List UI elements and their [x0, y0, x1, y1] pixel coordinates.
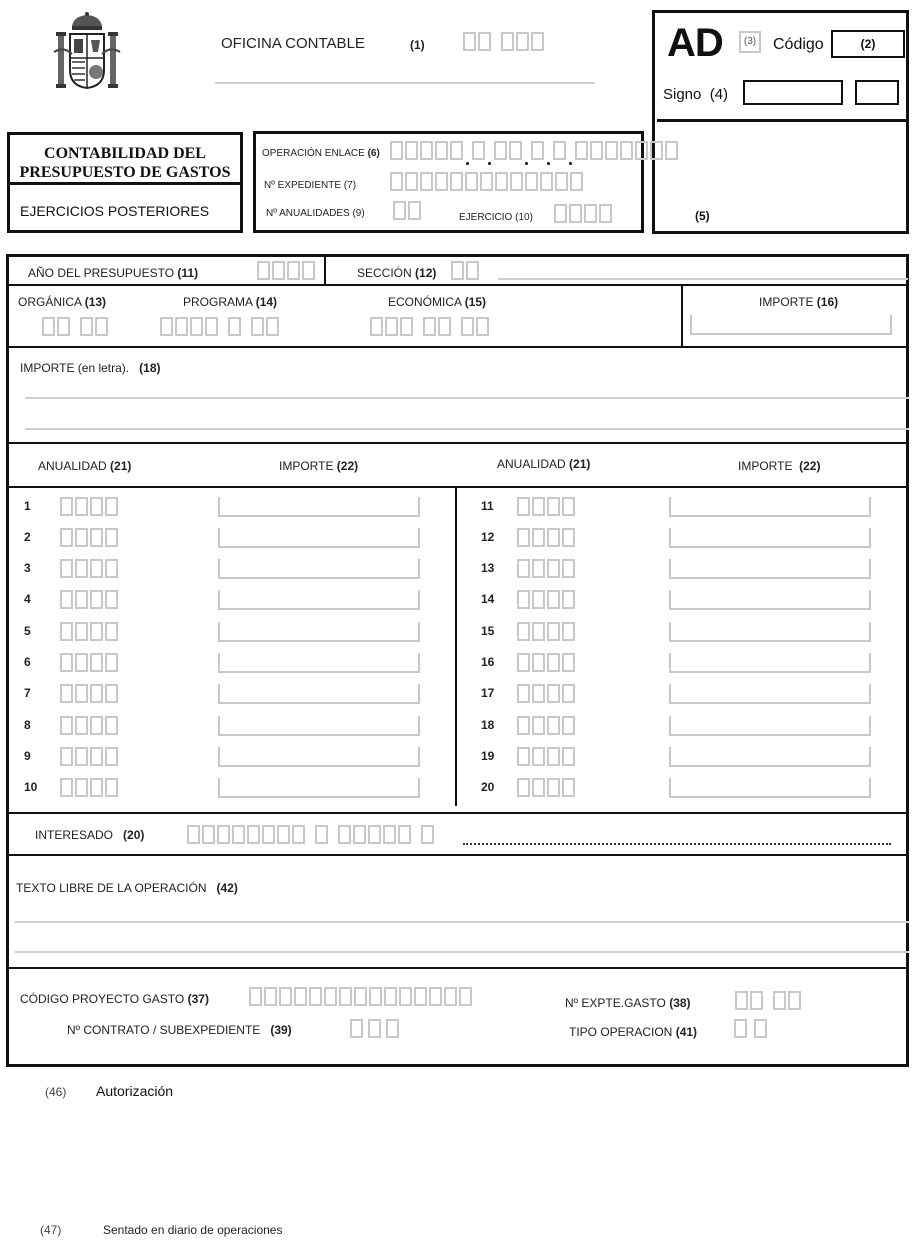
annuity-amount-field[interactable] [669, 528, 871, 548]
annuity-year-cells[interactable] [517, 559, 575, 578]
annuity-amount-field[interactable] [669, 684, 871, 704]
title-divider [10, 182, 240, 185]
annuity-amount-field[interactable] [218, 653, 420, 673]
annuity-amount-field[interactable] [218, 747, 420, 767]
oficina-contable-ref: (1) [410, 38, 425, 52]
annuity-row-number: 5 [24, 624, 31, 638]
annuity-row-number: 11 [481, 499, 494, 513]
codigo-field[interactable]: (2) [831, 30, 905, 58]
annuity-amount-field[interactable] [669, 778, 871, 798]
expte-gasto-label: Nº EXPTE.GASTO (38) [565, 996, 691, 1010]
operation-box [253, 131, 644, 233]
ejercicio-label: EJERCICIO (10) [459, 212, 533, 223]
annuity-year-cells[interactable] [60, 622, 118, 641]
ref5-label: (5) [695, 209, 710, 223]
annuity-amount-field[interactable] [218, 559, 420, 579]
texto-libre-line-2[interactable] [15, 951, 909, 953]
autorizacion-label: Autorización [96, 1083, 174, 1099]
annuity-year-cells[interactable] [517, 716, 575, 735]
annuity-row-number: 2 [24, 530, 31, 544]
seccion-line [498, 278, 908, 280]
annuity-year-cells[interactable] [60, 747, 118, 766]
title-line-2: PRESUPUESTO DE GASTOS [19, 164, 231, 181]
programa-cells[interactable] [160, 317, 279, 336]
annuity-year-cells[interactable] [60, 497, 118, 516]
annuity-amount-field[interactable] [218, 497, 420, 517]
economica-cells[interactable] [370, 317, 489, 336]
divider [9, 486, 909, 488]
importe-field[interactable] [690, 315, 892, 335]
annuity-row-number: 3 [24, 561, 31, 575]
annuity-amount-field[interactable] [669, 747, 871, 767]
annuity-year-cells[interactable] [517, 497, 575, 516]
tipo-operacion-cells[interactable] [734, 1019, 767, 1038]
annuity-amount-field[interactable] [669, 716, 871, 736]
contrato-cells[interactable] [350, 1019, 399, 1038]
organica-cells[interactable] [42, 317, 108, 336]
divider [9, 967, 909, 969]
annuity-year-cells[interactable] [60, 653, 118, 672]
interesado-cells[interactable] [187, 825, 434, 844]
codigo-label: Código [773, 36, 824, 53]
annuity-row-number: 18 [481, 718, 495, 732]
divider [9, 346, 909, 348]
subtitle: EJERCICIOS POSTERIORES [20, 203, 210, 219]
contrato-label: Nº CONTRATO / SUBEXPEDIENTE (39) [67, 1023, 292, 1037]
sentado-label: Sentado en diario de operaciones [103, 1223, 283, 1237]
annuity-amount-field[interactable] [669, 559, 871, 579]
seccion-label: SECCIÓN (12) [357, 266, 437, 280]
annuity-row-number: 12 [481, 530, 495, 544]
economica-label: ECONÓMICA (15) [388, 295, 487, 309]
importe-label: IMPORTE (16) [759, 295, 839, 309]
texto-libre-line-1[interactable] [15, 921, 909, 923]
annuity-row-number: 4 [24, 592, 31, 606]
col-anualidad-right: ANUALIDAD (21) [497, 457, 591, 471]
annuity-row-number: 13 [481, 561, 495, 575]
divider [9, 442, 909, 444]
oficina-contable-cells[interactable] [463, 32, 544, 51]
annuity-row-number: 17 [481, 686, 495, 700]
col-anualidad-left: ANUALIDAD (21) [38, 459, 132, 473]
annuity-row-number: 20 [481, 780, 495, 794]
operacion-enlace-label: OPERACIÓN ENLACE (6) [262, 148, 380, 159]
annuity-year-cells[interactable] [60, 590, 118, 609]
annuity-row-number: 19 [481, 749, 495, 763]
organica-label: ORGÁNICA (13) [18, 295, 107, 309]
divider [9, 812, 909, 814]
anualidades-label: Nº ANUALIDADES (9) [266, 208, 365, 219]
title-line-1: CONTABILIDAD DEL [44, 145, 206, 162]
col-importe-left: IMPORTE (22) [279, 459, 359, 473]
proyecto-gasto-label: CÓDIGO PROYECTO GASTO (37) [20, 992, 209, 1006]
proyecto-gasto-cells[interactable] [249, 987, 472, 1006]
divider [9, 284, 909, 286]
annuity-amount-field[interactable] [218, 622, 420, 642]
annuity-year-cells[interactable] [517, 590, 575, 609]
annuity-row-number: 8 [24, 718, 31, 732]
signo-field-small[interactable] [855, 80, 899, 105]
annuity-row-number: 6 [24, 655, 31, 669]
annuity-year-cells[interactable] [517, 622, 575, 641]
annuity-year-cells[interactable] [517, 528, 575, 547]
annuity-amount-field[interactable] [669, 590, 871, 610]
annuity-row-number: 10 [24, 780, 38, 794]
annuity-row-number: 16 [481, 655, 495, 669]
importe-letra-line-1[interactable] [25, 397, 909, 399]
autorizacion-ref: (46) [45, 1085, 67, 1099]
annuity-row-number: 7 [24, 686, 31, 700]
ano-presupuesto-label: AÑO DEL PRESUPUESTO (11) [28, 266, 199, 280]
document-code: AD [667, 21, 723, 65]
annuity-year-cells[interactable] [60, 778, 118, 797]
tipo-operacion-label: TIPO OPERACION (41) [569, 1025, 698, 1039]
annuity-row-number: 1 [24, 499, 31, 513]
divider [9, 854, 909, 856]
signo-label: Signo (4) [663, 86, 729, 103]
ref3-box[interactable]: (3) [739, 31, 761, 53]
anualidades-cells[interactable] [393, 201, 421, 220]
column-divider [455, 488, 457, 806]
annuity-year-cells[interactable] [517, 684, 575, 703]
importe-letra-label: IMPORTE (en letra). (18) [20, 361, 161, 375]
annuity-amount-field[interactable] [218, 590, 420, 610]
oficina-contable-line [215, 82, 595, 84]
expte-gasto-cells[interactable] [735, 991, 801, 1010]
importe-letra-line-2[interactable] [25, 428, 909, 430]
annuity-year-cells[interactable] [60, 716, 118, 735]
col-importe-right: IMPORTE (22) [738, 459, 821, 473]
divider [324, 257, 326, 285]
annuity-amount-field[interactable] [218, 528, 420, 548]
ano-presupuesto-cells[interactable] [257, 261, 315, 280]
seccion-cells[interactable] [451, 261, 479, 280]
signo-field[interactable] [743, 80, 843, 105]
annuity-amount-field[interactable] [218, 716, 420, 736]
texto-libre-label: TEXTO LIBRE DE LA OPERACIÓN (42) [16, 881, 238, 895]
annuity-year-cells[interactable] [517, 653, 575, 672]
annuity-amount-field[interactable] [669, 653, 871, 673]
expediente-label: Nº EXPEDIENTE (7) [264, 180, 357, 191]
spain-coat-of-arms-icon [52, 12, 122, 95]
divider [681, 286, 683, 347]
annuity-year-cells[interactable] [517, 778, 575, 797]
interesado-name-line[interactable] [463, 843, 891, 845]
sentado-ref: (47) [40, 1223, 62, 1237]
annuity-amount-field[interactable] [669, 622, 871, 642]
annuity-year-cells[interactable] [60, 528, 118, 547]
annuity-row-number: 9 [24, 749, 31, 763]
annuity-year-cells[interactable] [60, 684, 118, 703]
annuity-year-cells[interactable] [60, 559, 118, 578]
ejercicio-cells[interactable] [554, 204, 612, 223]
programa-label: PROGRAMA (14) [183, 295, 278, 309]
expediente-cells[interactable] [390, 172, 583, 191]
document-type-box [652, 10, 909, 234]
title-box [7, 132, 243, 233]
divider [657, 119, 907, 122]
oficina-contable-label: OFICINA CONTABLE [221, 35, 365, 52]
annuity-amount-field[interactable] [218, 684, 420, 704]
interesado-label: INTERESADO (20) [35, 828, 145, 842]
annuity-amount-field[interactable] [218, 778, 420, 798]
annuity-row-number: 15 [481, 624, 495, 638]
annuity-row-number: 14 [481, 592, 495, 606]
operacion-enlace-cells[interactable] [390, 141, 678, 160]
annuity-year-cells[interactable] [517, 747, 575, 766]
annuity-amount-field[interactable] [669, 497, 871, 517]
